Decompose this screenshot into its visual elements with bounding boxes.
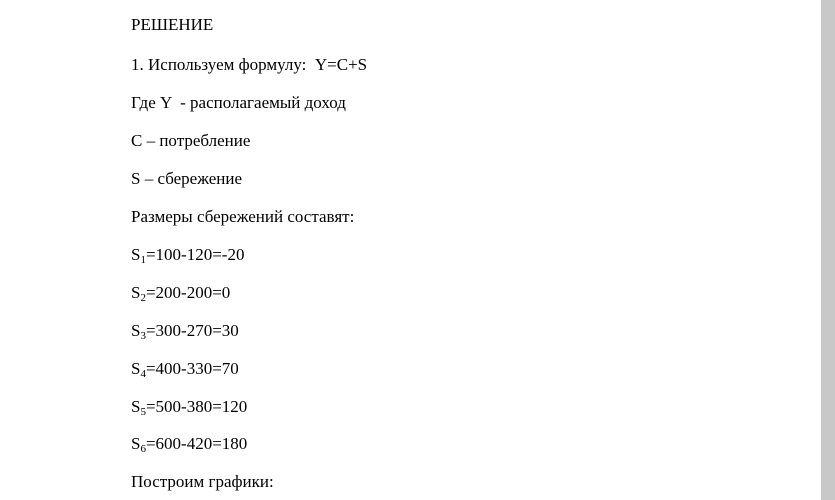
equation-index: 5 — [140, 406, 146, 418]
equation-index: 1 — [140, 254, 146, 266]
savings-equation-6 — [131, 434, 247, 454]
savings-equation-3 — [131, 321, 239, 341]
savings-equation-1 — [131, 245, 244, 265]
equation-symbol: S — [131, 245, 141, 264]
equation-expression: =100-120=-20 — [145, 245, 245, 264]
definition-c: C – потребление — [131, 131, 251, 150]
graphs-intro: Построим графики: — [131, 472, 274, 491]
equation-symbol: S — [131, 283, 141, 302]
equation-expression: =400-330=70 — [145, 359, 239, 378]
scrollbar-gutter[interactable] — [821, 0, 835, 500]
equation-expression: =200-200=0 — [145, 283, 231, 302]
equation-expression: =500-380=120 — [145, 397, 248, 416]
savings-equation-2 — [131, 283, 230, 303]
equation-index: 6 — [140, 443, 146, 455]
savings-intro: Размеры сбережений составят: — [131, 207, 355, 226]
definition-y: Где Y - располагаемый доход — [131, 93, 346, 112]
savings-equation-4 — [131, 359, 239, 379]
solution-heading: РЕШЕНИЕ — [131, 15, 214, 34]
equation-symbol: S — [131, 434, 141, 453]
savings-equation-5 — [131, 397, 247, 417]
equation-symbol: S — [131, 397, 141, 416]
equation-expression: =600-420=180 — [145, 434, 248, 453]
equation-index: 2 — [140, 292, 146, 304]
equation-index: 4 — [140, 368, 146, 380]
equation-symbol: S — [131, 359, 141, 378]
equation-index: 3 — [140, 330, 146, 342]
formula-step: 1. Используем формулу: Y=C+S — [131, 55, 368, 74]
equation-expression: =300-270=30 — [145, 321, 239, 340]
definition-s: S – сбережение — [131, 169, 243, 188]
equation-symbol: S — [131, 321, 141, 340]
